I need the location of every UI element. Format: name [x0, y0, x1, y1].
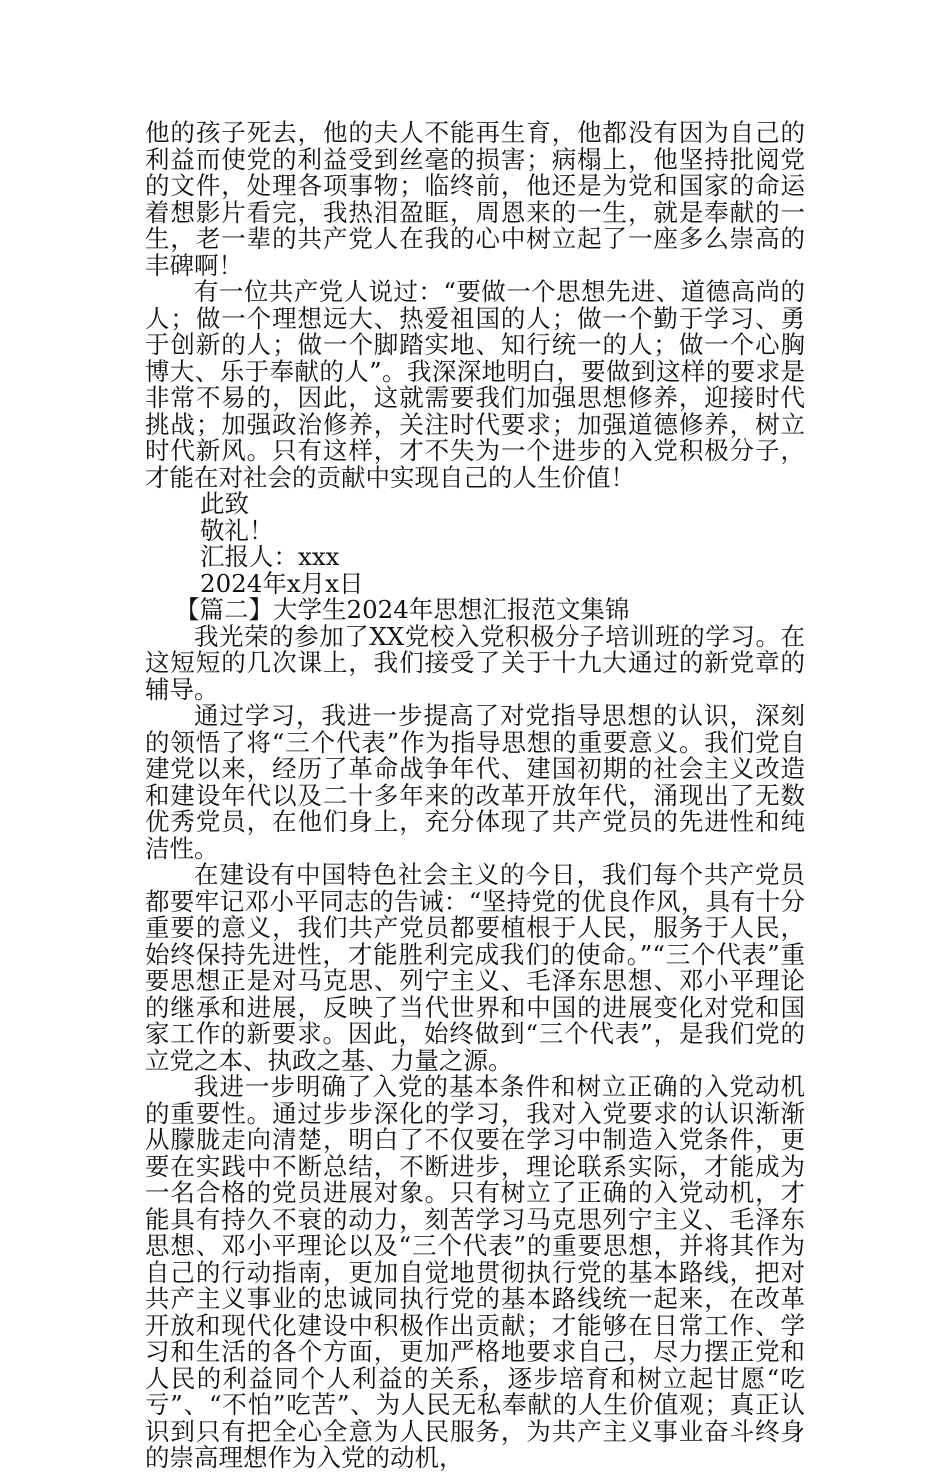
paragraph-6: 我进一步明确了入党的基本条件和树立正确的入党动机的重要性。通过步步深化的学习，我对入党要求的认识渐渐从朦胧走向清楚，明白了不仅要在学习中制造入党条件，更要在实践中不断总结，不断进步，理论联系实际，才能成为一名合格的党员进展对象。只有树立了正确的入党动机，才能具有持久不衰的动力，刻苦学习马克思列宁主义、毛泽东思想、邓小平理论以及“三个代表”的重要思想，并将其作为自己的行动指南，更加自觉地贯彻执行党的基本路线，把对共产主义事业的忠诚同执行党的基本路线统一起来，在改革开放和现代化建设中积极作出贡献；才能够在日常工作、学习和生活的各个方面，更加严格地要求自己，尽力摆正党和人民的利益同个人利益的关系，逐步培育和树立起甘愿“吃亏”、“不怕”吃苦”、为人民无私奉献的人生价值观；真正认识到只有把全心全意为人民服务，为共产主义事业奋斗终身的崇高理想作为入党的动机，: [145, 1072, 805, 1472]
paragraph-1: 他的孩子死去，他的夫人不能再生育，他都没有因为自己的利益而使党的利益受到丝毫的损害；病榻上，他坚持批阅党的文件，处理各项事物；临终前，他还是为党和国家的命运着想影片看完，我热泪盈眶，周恩来的一生，就是奉献的一生，老一辈的共产党人在我的心中树立起了一座多么崇高的丰碑啊！: [145, 118, 805, 280]
section-heading: 【篇二】大学生2024年思想汇报范文集锦: [175, 595, 630, 624]
paragraph-5: 在建设有中国特色社会主义的今日，我们每个共产党员都要牢记邓小平同志的告诫：“坚持党的优良作风，具有十分重要的意义，我们共产党员都要植根于人民，服务于人民，始终保持先进性，才能胜利完成我们的使命。”“三个代表”重要思想正是对马克思、列宁主义、毛泽东思想、邓小平理论的继承和进展，反映了当代世界和中国的进展变化对党和国家工作的新要求。因此，始终做到“三个代表”，是我们党的立党之本、执政之基、力量之源。: [145, 860, 805, 1075]
reporter-line: 汇报人：xxx: [200, 542, 340, 571]
paragraph-4: 通过学习，我进一步提高了对党指导思想的认识，深刻的领悟了将“三个代表”作为指导思想的重要意义。我们党自建党以来，经历了革命战争年代、建国初期的社会主义改造和建设年代以及二十多年来的改革开放年代，涌现出了无数优秀党员，在他们身上，充分体现了共产党员的先进性和纯洁性。: [145, 701, 805, 863]
date-line: 2024年x月x日: [200, 568, 364, 598]
closing-line-1: 此致: [200, 489, 249, 518]
paragraph-3: 我光荣的参加了XX党校入党积极分子培训班的学习。在这短短的几次课上，我们接受了关于十九大通过的新党章的辅导。: [145, 621, 805, 704]
paragraph-2: 有一位共产党人说过：“要做一个思想先进、道德高尚的人；做一个理想远大、热爱祖国的人；做一个勤于学习、勇于创新的人；做一个脚踏实地、知行统一的人；做一个心胸博大、乐于奉献的人”。我深深地明白，要做到这样的要求是非常不易的，因此，这就需要我们加强思想修养，迎接时代挑战；加强政治修养，关注时代要求；加强道德修养，树立时代新风。只有这样，才不失为一个进步的入党积极分子，才能在对社会的贡献中实现自己的人生价值！: [145, 277, 805, 492]
document-page: [145, 120, 805, 1472]
closing-line-2: 敬礼！: [200, 515, 274, 545]
